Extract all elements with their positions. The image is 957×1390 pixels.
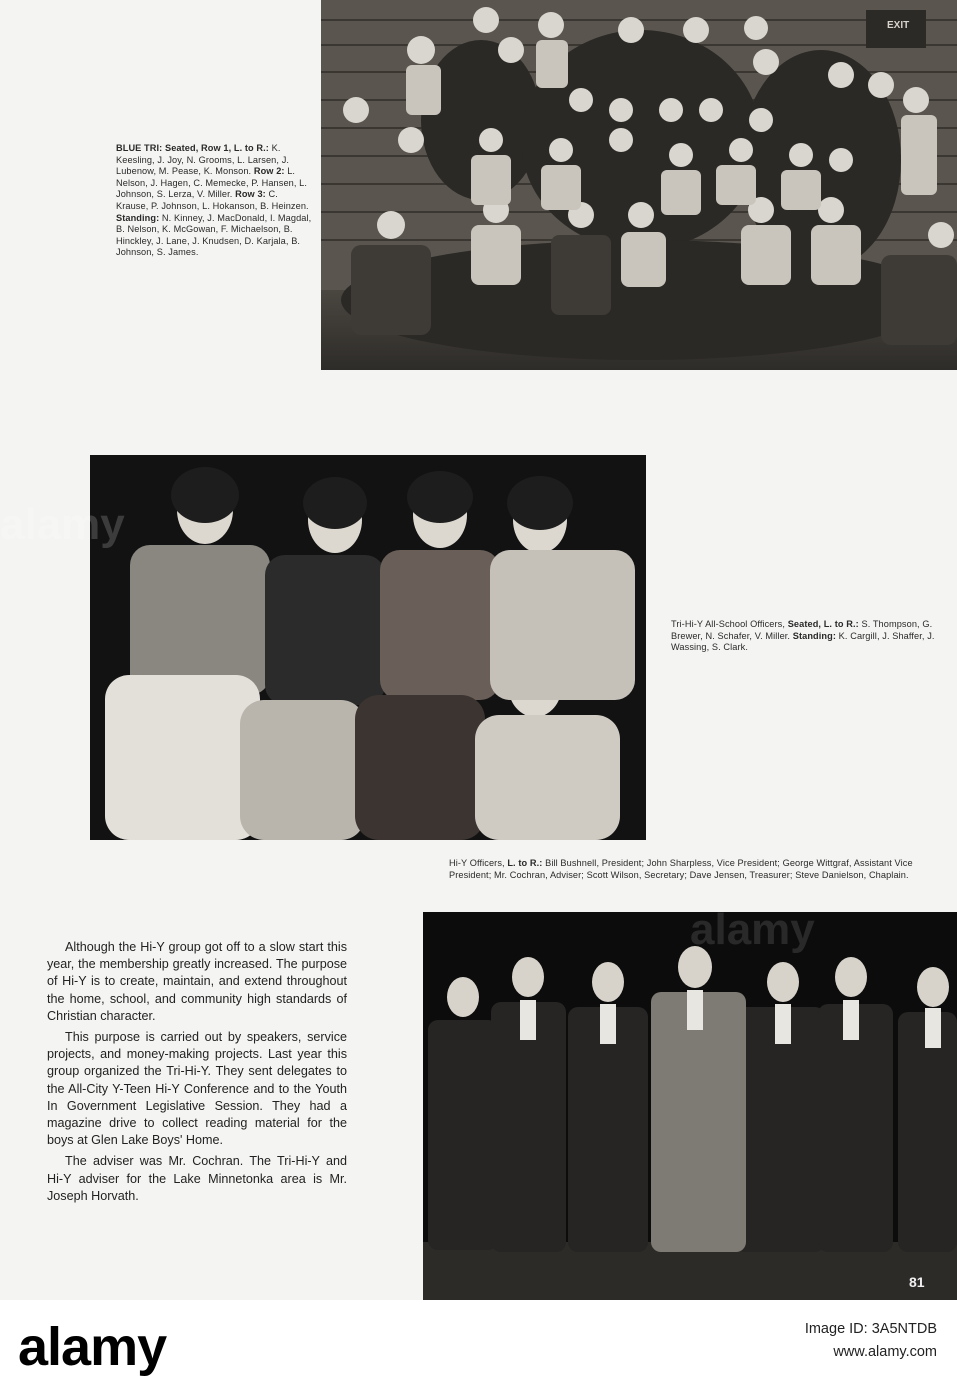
blue-tri-caption-row2-label: Row 2: [253,166,285,177]
article-paragraph-3: The adviser was Mr. Cochran. The Tri-Hi-Y and Hi-Y adviser for the Lake Minnetonka area is Mr. Joseph Horvath. [47,1154,347,1203]
site-link[interactable]: www.alamy.com [833,1344,937,1360]
hi-y-article [47,939,347,1209]
blue-tri-caption-standing-label: Standing: [116,212,160,223]
stock-footer [0,1300,957,1390]
blue-tri-caption-row3-label: Row 3: [235,189,266,200]
page-number: 81 [909,1274,925,1290]
article-paragraph-1: Although the Hi-Y group got off to a slow start this year, the membership greatly increased. The purpose of Hi-Y is to create, maintain, and extend throughout the home, school, and community high standards of Christian character. [47,940,347,1023]
image-id: Image ID: 3A5NTDB [804,1321,937,1337]
footer-info [805,1318,937,1364]
article-paragraph-2: This purpose is carried out by speakers, service projects, and money-making projects. Last year this group organized the Tri-Hi-Y. They sent delegates to the All-City Y-Teen Hi-Y Conference and to the Youth In Government Legislative Session. They had a magazine drive to collect reading material for the boys at Glen Lake Boys' Home. [47,1030,347,1148]
blue-tri-caption-standing: N. Kinney, J. MacDonald, I. Magdal, B. Nelson, K. McGowan, F. Michaelson, B. Hinckley, J. Lane, J. Knudsen, D. Karjala, B. Johnson, S. James. [116,212,312,258]
tri-hi-y-caption-seated-label: Seated, L. to R.: [787,619,859,629]
tri-hi-y-caption [671,619,941,654]
exit-sign: EXIT [887,20,910,31]
hi-y-officers-photo [423,912,957,1300]
hi-y-caption-order-label: L. to R.: [507,858,543,868]
blue-tri-caption [116,143,312,259]
tri-hi-y-officers-photo [90,455,646,840]
blue-tri-photo-art [321,0,957,370]
blue-tri-caption-row1: K. Keesling, J. Joy, N. Grooms, L. Larsen, J. Lubenow, M. Pease, K. Monson. [116,143,290,177]
tri-hi-y-caption-standing: K. Cargill, J. Shaffer, J. Wassing, S. Clark. [671,630,935,653]
tri-hi-y-photo-art [90,455,646,840]
blue-tri-group-photo [321,0,957,370]
tri-hi-y-caption-standing-label: Standing: [792,630,837,641]
tri-hi-y-caption-seated: S. Thompson, G. Brewer, N. Schafer, V. Miller. [671,619,933,641]
blue-tri-caption-lead: BLUE TRI: Seated, Row 1, L. to R.: [116,143,269,153]
hi-y-officers-caption [449,858,939,881]
blue-tri-caption-row2: L. Nelson, J. Hagen, C. Memecke, P. Hansen, L. Johnson, S. Lerza, V. Miller. [116,166,308,200]
hi-y-caption-names: Bill Bushnell, President; John Sharpless, Vice President; George Wittgraf, Assistant Vice President; Mr. Cochran, Adviser; Scott Wilson, Secretary; Dave Jensen, Treasurer; Steve Danielson, Chaplain. [449,858,913,880]
alamy-logo: alamy [18,1317,167,1377]
watermark-1: alamy [0,500,125,549]
blue-tri-caption-row3: C. Krause, P. Johnson, L. Hokanson, B. Heinzen. [116,189,309,211]
hi-y-photo-art [423,912,957,1300]
tri-hi-y-caption-lead: Tri-Hi-Y All-School Officers, [671,619,786,629]
hi-y-caption-lead: Hi-Y Officers, [449,858,505,868]
